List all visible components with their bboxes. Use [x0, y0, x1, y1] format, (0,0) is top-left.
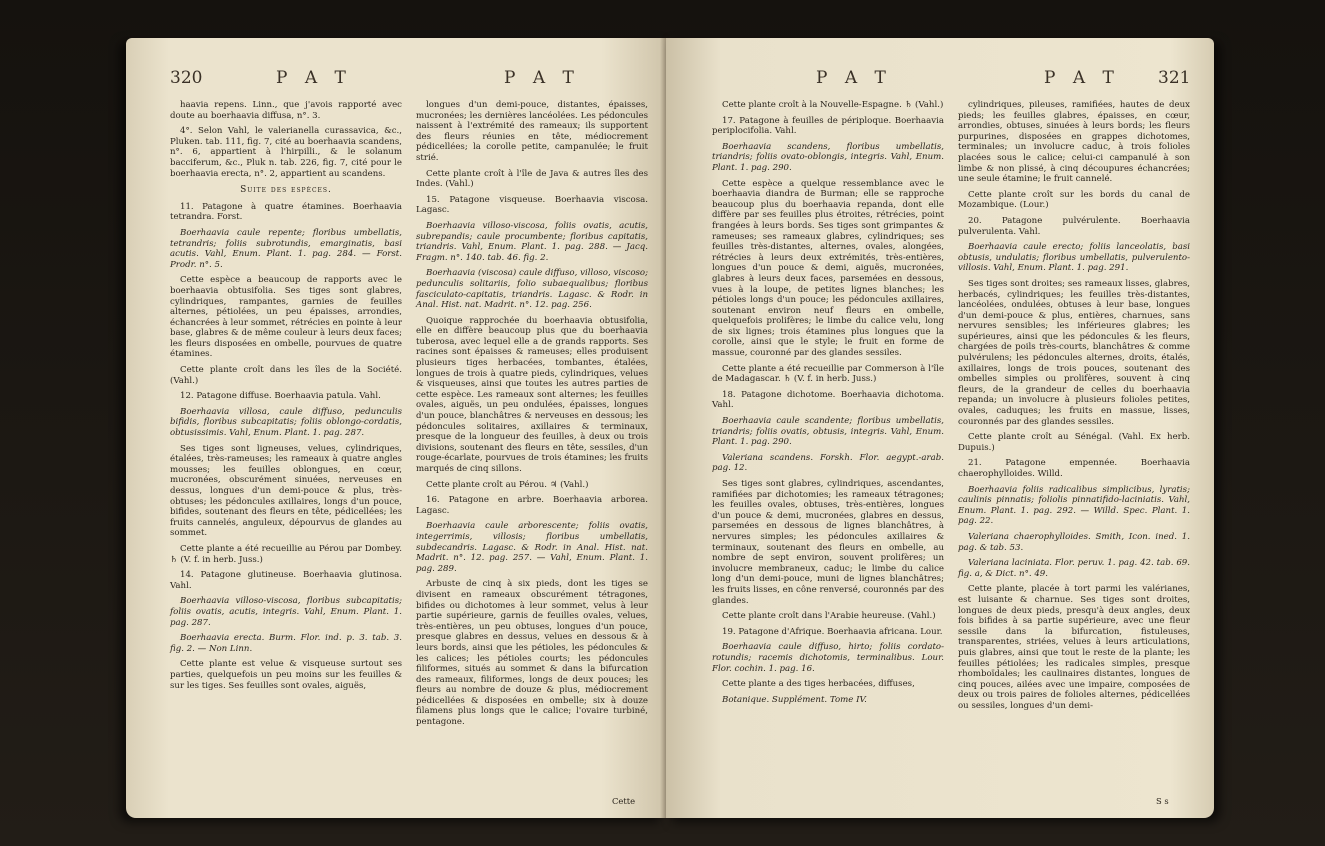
paragraph: Quoique rapprochée du boerhaavia obtusifolia, elle en diffère beaucoup plus que du boerhaavia tuberosa, avec lequel elle a de grands rapports. Ses racines sont épaisses & rameuses; elles produisent plusieurs tiges herbacées, tombantes, étalées, longues de trois à quatre pieds, cylindriques, velues & visqueuses, ainsi que toutes les autres parties de cette espèce. Les rameaux sont alternes; les feuilles ovales, aiguës, un peu ondulées, épaisses, longues d'un pouce, blanchâtres & nerveuses en dessous; les pédoncules solitaires, axillaires & terminaux, presque de la longueur des feuilles, à deux ou trois divisions, soutenant des fleurs en tête, sessiles, d'un rouge-écarlate, pourvues de trois étamines; les fruits marqués de cinq sillons. — [416, 315, 648, 474]
latin-diagnosis: Boerhaavia villosa, caule diffuso, pedunculis bifidis, floribus subcapitatis; foliis oblongo-cordatis, obtusissimis. Vahl, Enum. Plant. 1. pag. 287. — [170, 406, 402, 439]
left-column-1 — [170, 100, 402, 696]
paragraph: Cette plante a été recueillie par Commerson à l'île de Madagascar. ♄ (V. f. in herb. Juss.) — [712, 363, 944, 385]
latin-diagnosis: Boerhaavia caule erecto; foliis lanceolatis, basi obtusis, undulatis; floribus umbellatis, pulverulento-villosis. Vahl, Enum. Plant. 1. pag. 291. — [958, 242, 1190, 274]
latin-diagnosis: Boerhaavia villoso-viscosa, floribus subcapitatis; foliis ovatis, acutis, integris. Vahl, Enum. Plant. 1. pag. 287. — [170, 596, 402, 628]
latin-diagnosis: Boerhaavia villoso-viscosa, foliis ovatis, acutis, subrepandis; caule procumbente; floribus capitatis, triandris. Vahl, Enum. Plant. 1. pag. 288. — Jacq. Fragm. n°. 140. tab. 46. fig. 2. — [416, 220, 648, 263]
left-page-number: 320 — [170, 68, 203, 88]
signature-mark: S s — [1156, 796, 1169, 806]
synonym: Valeriana chaerophylloides. Smith, Icon. ined. 1. pag. & tab. 53. — [958, 531, 1190, 553]
paragraph: Ses tiges sont droites; ses rameaux lisses, glabres, herbacés, cylindriques; les feuilles très-distantes, lancéolées, ondulées, obtuses à leur base, longues d'un demi-pouce & plus, entières, charnues, sans nervures sensibles; les inférieures glabres; les supérieures, ainsi que les pédoncules & les fleurs, chargées de poils très-courts, blanchâtres & comme pulvérulens; les pédoncules alternes, droits, étalés, axillaires, longs de trois pouces, soutenant des ombelles simples ou prolifères, souvent à cinq fleurs, de la grandeur de celles du boerhaavia repanda; un involucre à plusieurs folioles petites, ovales, caduques; les fruits en massue, lisses, couronnés par des glandes sessiles. — [958, 278, 1190, 427]
paragraph: haavia repens. Linn., que j'avois rapporté avec doute au boerhaavia diffusa, n°. 3. — [170, 100, 402, 121]
species-heading: 15. Patagone visqueuse. Boerhaavia viscosa. Lagasc. — [416, 194, 648, 216]
left-running-head: P A T — [276, 68, 352, 88]
latin-diagnosis: Boerhaavia caule scandente; floribus umbellatis, triandris; foliis ovatis, obtusis, integris. Vahl, Enum. Plant. 1. pag. 290. — [712, 416, 944, 448]
paragraph: Arbuste de cinq à six pieds, dont les tiges se divisent en rameaux obscurément tétragones, bifides ou dichotomes à leur sommet, velus à leur partie supérieure, garnis de feuilles ovales, velues, très-entières, un peu obtuses, longues d'un pouce, presque glabres en dessus, velues en dessous & à leurs bords, ainsi que les pétioles, les pédoncules & les calices; les pétioles courts; les pédoncules filiformes, situés au sommet & dans la bifurcation des rameaux, filiformes, longs de deux pouces; les fleurs au nombre de douze & plus, médiocrement pédicellées & disposées en ombelle; six à douze filamens plus longs que le calice; l'ovaire turbiné, pentagone. — [416, 579, 648, 728]
paragraph: Cette plante croît au Pérou. ♃ (Vahl.) — [426, 479, 589, 490]
paragraph: Cette plante croît sur les bords du canal de Mozambique. (Lour.) — [958, 189, 1190, 211]
paragraph: Cette plante croît à l'île de Java & autres îles des Indes. (Vahl.) — [416, 168, 648, 190]
right-column-2 — [958, 100, 1190, 716]
species-heading: 14. Patagone glutineuse. Boerhaavia glutinosa. Vahl. — [170, 570, 402, 591]
right-running-head: P A T — [816, 68, 892, 88]
right-page — [666, 38, 1214, 818]
catchword: Cette — [612, 796, 636, 806]
paragraph: Cette espèce a quelque ressemblance avec le boerhaavia diandra de Burman; elle se rapproche beaucoup plus du boerhaavia repanda, dont elle diffère par ses feuilles plus étroites, rétrécies, point frangées à leurs bords. Ses tiges sont grimpantes & rameuses; ses rameaux glabres, cylindriques; ses feuilles très-distantes, alternes, ovales, alongées, rétrécies à leurs deux extrémités, très-entières, longues d'un pouce & demi, aiguës, mucronées, glabres à leurs deux faces, parsemées en dessous, vues à la loupe, de petites lignes blanches; les pétioles longs d'un pouce; les pédoncules axillaires, soutenant environ neuf fleurs en ombelle, quelquefois prolifères; le limbe du calice velu, long de six lignes; trois étamines plus longues que la corolle, ainsi que le style; le fruit en forme de massue, couronné par des glandes sessiles. — [712, 178, 944, 359]
paragraph: Cette espèce a beaucoup de rapports avec le boerhaavia obtusifolia. Ses tiges sont glabres, cylindriques, rampantes, garnies de feuilles alternes, pétiolées, un peu épaisses, arrondies, échancrées à leur sommet, rétrécies en pointe à leur base, glabres & de même couleur à leurs deux faces; les fleurs disposées en ombelle, pourvues de quatre étamines. — [170, 275, 402, 360]
latin-diagnosis: Boerhaavia (viscosa) caule diffuso, villoso, viscoso; pedunculis solitariis, folio subaequalibus; floribus fasciculato-capitatis, triandris. Lagasc. & Rodr. in Anal. Hist. nat. Madrit. n°. 12. pag. 256. — [416, 268, 648, 311]
paragraph: 4°. Selon Vahl, le valerianella curassavica, &c., Pluken. tab. 111, fig. 7, cité au boerhaavia scandens, n°. 6, appartient à l'hirpilli., & le solanum bacciferum, &c., Pluk n. tab. 226, fig. 7, cité pour le boerhaavia erecta, n°. 2, appartient au scandens. — [170, 126, 402, 179]
paragraph: Cette plante a des tiges herbacées, diffuses, — [722, 679, 915, 690]
species-heading: 16. Patagone en arbre. Boerhaavia arborea. Lagasc. — [416, 495, 648, 516]
latin-diagnosis: Boerhaavia caule repente; floribus umbellatis, tetrandris; foliis subrotundis, emarginatis, basi acutis. Vahl, Enum. Plant. 1. pag. 284. — Forst. Prodr. n°. 5. — [170, 227, 402, 270]
species-heading: 11. Patagone à quatre étamines. Boerhaavia tetrandra. Forst. — [170, 201, 402, 223]
paragraph: Ses tiges sont glabres, cylindriques, ascendantes, ramifiées par dichotomies; les rameaux tétragones; les feuilles ovales, obtuses, très-entières, longues d'un pouce & demi, mucronées, glabres en dessus, parsemées en dessous de lignes blanchâtres, à nervures simples; les pédoncules axillaires & terminaux, soutenant des fleurs en ombelle, au nombre de sept environ, souvent prolifères; un involucre membraneux, caduc; le limbe du calice long d'un demi-pouce, muni de lignes blanchâtres; les fruits lisses, en cône renversé, couronnés par des glandes. — [712, 479, 944, 606]
species-heading: 21. Patagone empennée. Boerhaavia chaerophylloides. Willd. — [958, 458, 1190, 479]
species-heading: 17. Patagone à feuilles de périploque. Boerhaavia periplocifolia. Vahl. — [712, 115, 944, 137]
latin-diagnosis: Boerhaavia scandens, floribus umbellatis, triandris; foliis ovato-oblongis, integris. Vahl, Enum. Plant. 1. pag. 290. — [712, 141, 944, 173]
paragraph: Cette plante est velue & visqueuse surtout ses parties, quelquefois un peu moins sur les feuilles & sur les tiges. Ses feuilles sont ovales, aiguës, — [170, 659, 402, 691]
species-heading: 18. Patagone dichotome. Boerhaavia dichotoma. Vahl. — [712, 389, 944, 411]
species-heading: 19. Patagone d'Afrique. Boerhaavia africana. Lour. — [722, 626, 943, 637]
paragraph: Cette plante, placée à tort parmi les valérianes, est luisante & charnue. Ses tiges sont droites, longues de deux pieds, presqu'à deux angles, deux fois bifides à sa partie supérieure, avec une fleur sessile dans la bifurcation, fistuleuses, transparentes, striées, velues à leurs articulations, puis glabres, ainsi que tout le reste de la plante; les feuilles pétiolées; les radicales simples, presque rhomboïdales; les caulinaires distantes, longues de cinq pouces, ailées avec une impaire, composées de deux ou trois paires de folioles alternes, pédicellées ou sessiles, longues d'un demi- — [958, 584, 1190, 711]
page-footer-title: Botanique. Supplément. Tome IV. — [722, 694, 867, 705]
paragraph: cylindriques, pileuses, ramifiées, hautes de deux pieds; les feuilles glabres, épaisses, en cœur, arrondies, obtuses, sinuées à leurs bords; les fleurs purpurines, disposées en grappes dichotomes, terminales; un involucre caduc, à trois folioles placées sous le calice; celui-ci campanulé à son limbe & non plissé, à cinq découpures échancrées; une seule étamine; le fruit cannelé. — [958, 100, 1190, 185]
section-heading: Suite des espèces. — [240, 185, 332, 196]
left-page — [126, 38, 666, 818]
latin-diagnosis: Boerhaavia foliis radicalibus simplicibus, lyratis; caulinis pinnatis; foliolis pinnatifido-laciniatis. Vahl, Enum. Plant. 1. pag. 292. — Willd. Spec. Plant. 1. pag. 22. — [958, 484, 1190, 527]
left-running-head-2: P A T — [504, 68, 580, 88]
right-page-number: 321 — [1158, 68, 1191, 88]
paragraph: Ses tiges sont ligneuses, velues, cylindriques, étalées, très-rameuses; les rameaux à quatre angles mousses; les feuilles oblongues, en cœur, mucronées, obscurément sinuées, nerveuses en dessus, longues d'un demi-pouce & plus, très-obtuses; les pédoncules axillaires, longs d'un pouce, bifides, soutenant des fleurs en tête, pédicellées; les fruits cannelés, anguleux, dépourvus de glandes au sommet. — [170, 443, 402, 539]
synonym: Valeriana laciniata. Flor. peruv. 1. pag. 42. tab. 69. fig. a, & Dict. n°. 49. — [958, 558, 1190, 579]
right-running-head-2: P A T — [1044, 68, 1120, 88]
paragraph: Cette plante a été recueillie au Pérou par Dombey. ♄ (V. f. in herb. Juss.) — [170, 543, 402, 565]
paragraph: Cette plante croît dans les îles de la Société. (Vahl.) — [170, 365, 402, 386]
paragraph: longues d'un demi-pouce, distantes, épaisses, mucronées; les dernières lancéolées. Les pédoncules naissent à l'extrémité des rameaux; ils supportent des fleurs réunies en tête, médiocrement pédicellées; la corolle petite, campanulée; le fruit strié. — [416, 100, 648, 163]
left-column-2 — [416, 100, 648, 733]
latin-diagnosis: Boerhaavia caule arborescente; foliis ovatis, integerrimis, villosis; floribus umbellatis, subdecandris. Lagasc. & Rodr. in Anal. Hist. nat. Madrit. n°. 12. pag. 257. — Vahl, Enum. Plant. 1. pag. 289. — [416, 521, 648, 574]
synonym: Valeriana scandens. Forskh. Flor. aegypt.-arab. pag. 12. — [712, 452, 944, 474]
latin-diagnosis: Boerhaavia caule diffuso, hirto; foliis cordato-rotundis; racemis dichotomis, terminalibus. Lour. Flor. cochin. 1. pag. 16. — [712, 642, 944, 674]
synonym: Boerhaavia erecta. Burm. Flor. ind. p. 3. tab. 3. fig. 2. — Non Linn. — [170, 633, 402, 654]
species-heading: 12. Patagone diffuse. Boerhaavia patula. Vahl. — [180, 391, 381, 402]
paragraph: Cette plante croît au Sénégal. (Vahl. Ex herb. Dupuis.) — [958, 432, 1190, 453]
species-heading: 20. Patagone pulvérulente. Boerhaavia pulverulenta. Vahl. — [958, 215, 1190, 237]
paragraph: Cette plante croît à la Nouvelle-Espagne. ♄ (Vahl.) — [722, 100, 944, 110]
paragraph: Cette plante croît dans l'Arabie heureuse. (Vahl.) — [722, 611, 936, 622]
right-column-1 — [712, 100, 944, 710]
